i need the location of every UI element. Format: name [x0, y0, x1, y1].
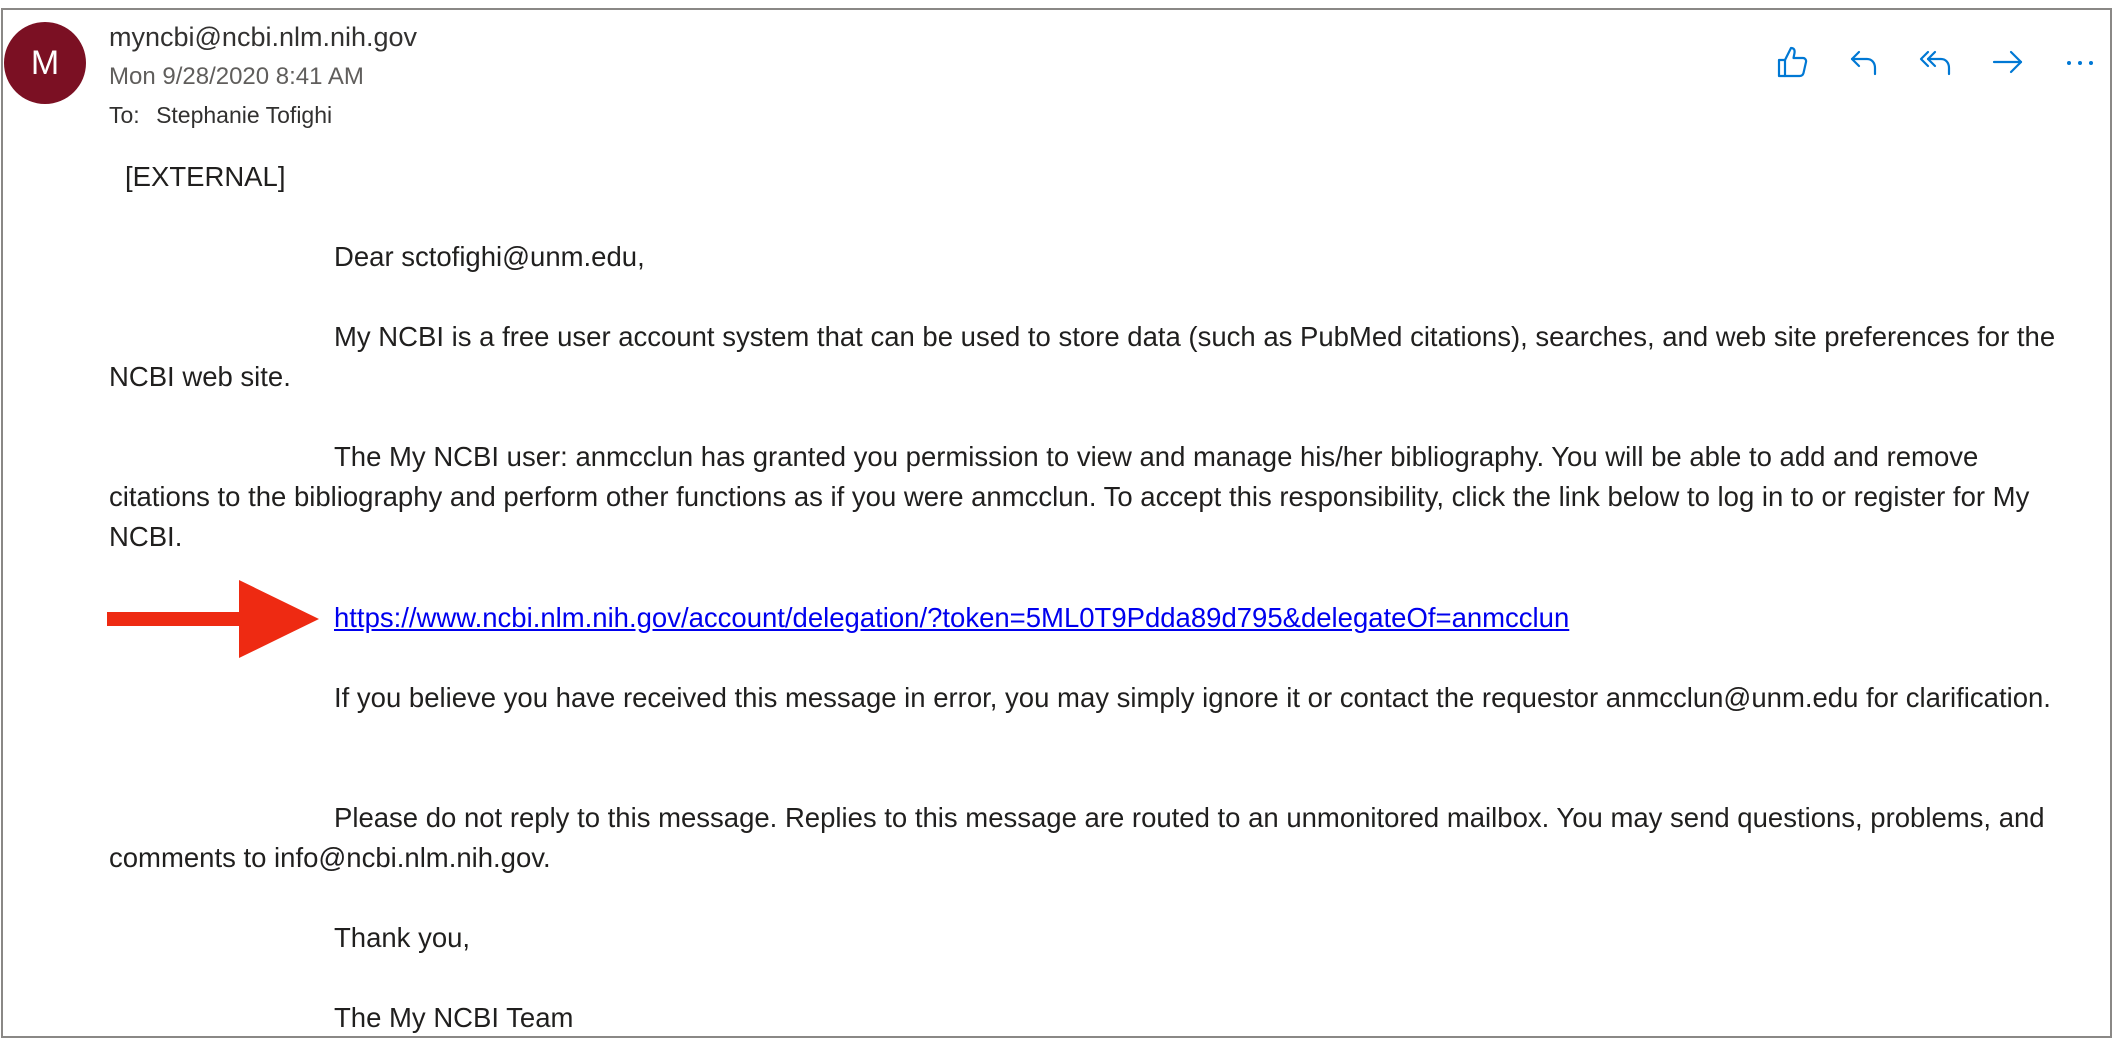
recipient-name[interactable]: Stephanie Tofighi	[156, 102, 333, 128]
paragraph-error-notice	[109, 678, 2069, 718]
to-label: To:	[109, 102, 140, 128]
reply-all-icon	[1918, 44, 1954, 80]
paragraph-text: If you believe you have received this message in error, you may simply ignore it or contact the requestor anmcclun@unm.edu for clarification.	[334, 682, 2051, 713]
sender-address[interactable]: myncbi@ncbi.nlm.nih.gov	[109, 22, 418, 52]
paragraph-account-description	[109, 317, 2069, 397]
like-button[interactable]	[1756, 36, 1828, 88]
sent-date: Mon 9/28/2020 8:41 AM	[109, 63, 364, 90]
avatar[interactable]: M	[4, 22, 86, 104]
recipient-line	[109, 102, 332, 129]
paragraph-text: My NCBI is a free user account system that can be used to store data (such as PubMed citations), searches, and web site preferences for the NCBI web site.	[109, 321, 2056, 392]
paragraph-text: Please do not reply to this message. Replies to this message are routed to an unmonitored mailbox. You may send questions, problems, and comments to info@ncbi.nlm.nih.gov.	[109, 802, 2045, 873]
thumbs-up-icon	[1774, 44, 1810, 80]
reply-all-button[interactable]	[1900, 36, 1972, 88]
greeting: Dear sctofighi@unm.edu,	[334, 241, 645, 272]
message-actions-toolbar	[1756, 36, 2115, 88]
red-arrow-icon	[107, 580, 319, 658]
paragraph-text: The My NCBI user: anmcclun has granted you permission to view and manage his/her bibliography. You will be able to add and remove citations to the bibliography and perform other functions as if you were anmcclun. To accept this responsibility, click the link below to log in to or register for My NCBI.	[109, 441, 2030, 552]
delegation-link[interactable]: https://www.ncbi.nlm.nih.gov/account/delegation/?token=5ML0T9Pdda89d795&delegateOf=anmcclun	[334, 602, 1570, 633]
reply-button[interactable]	[1828, 36, 1900, 88]
more-options-button[interactable]	[2044, 36, 2115, 88]
more-options-icon	[2062, 44, 2098, 80]
external-tag: [EXTERNAL]	[125, 161, 286, 192]
closing: Thank you,	[334, 922, 471, 953]
signature: The My NCBI Team	[334, 1002, 574, 1033]
reply-icon	[1846, 44, 1882, 80]
paragraph-no-reply	[109, 798, 2069, 878]
forward-button[interactable]	[1972, 36, 2044, 88]
forward-icon	[1990, 44, 2026, 80]
paragraph-permission-grant	[109, 437, 2069, 557]
